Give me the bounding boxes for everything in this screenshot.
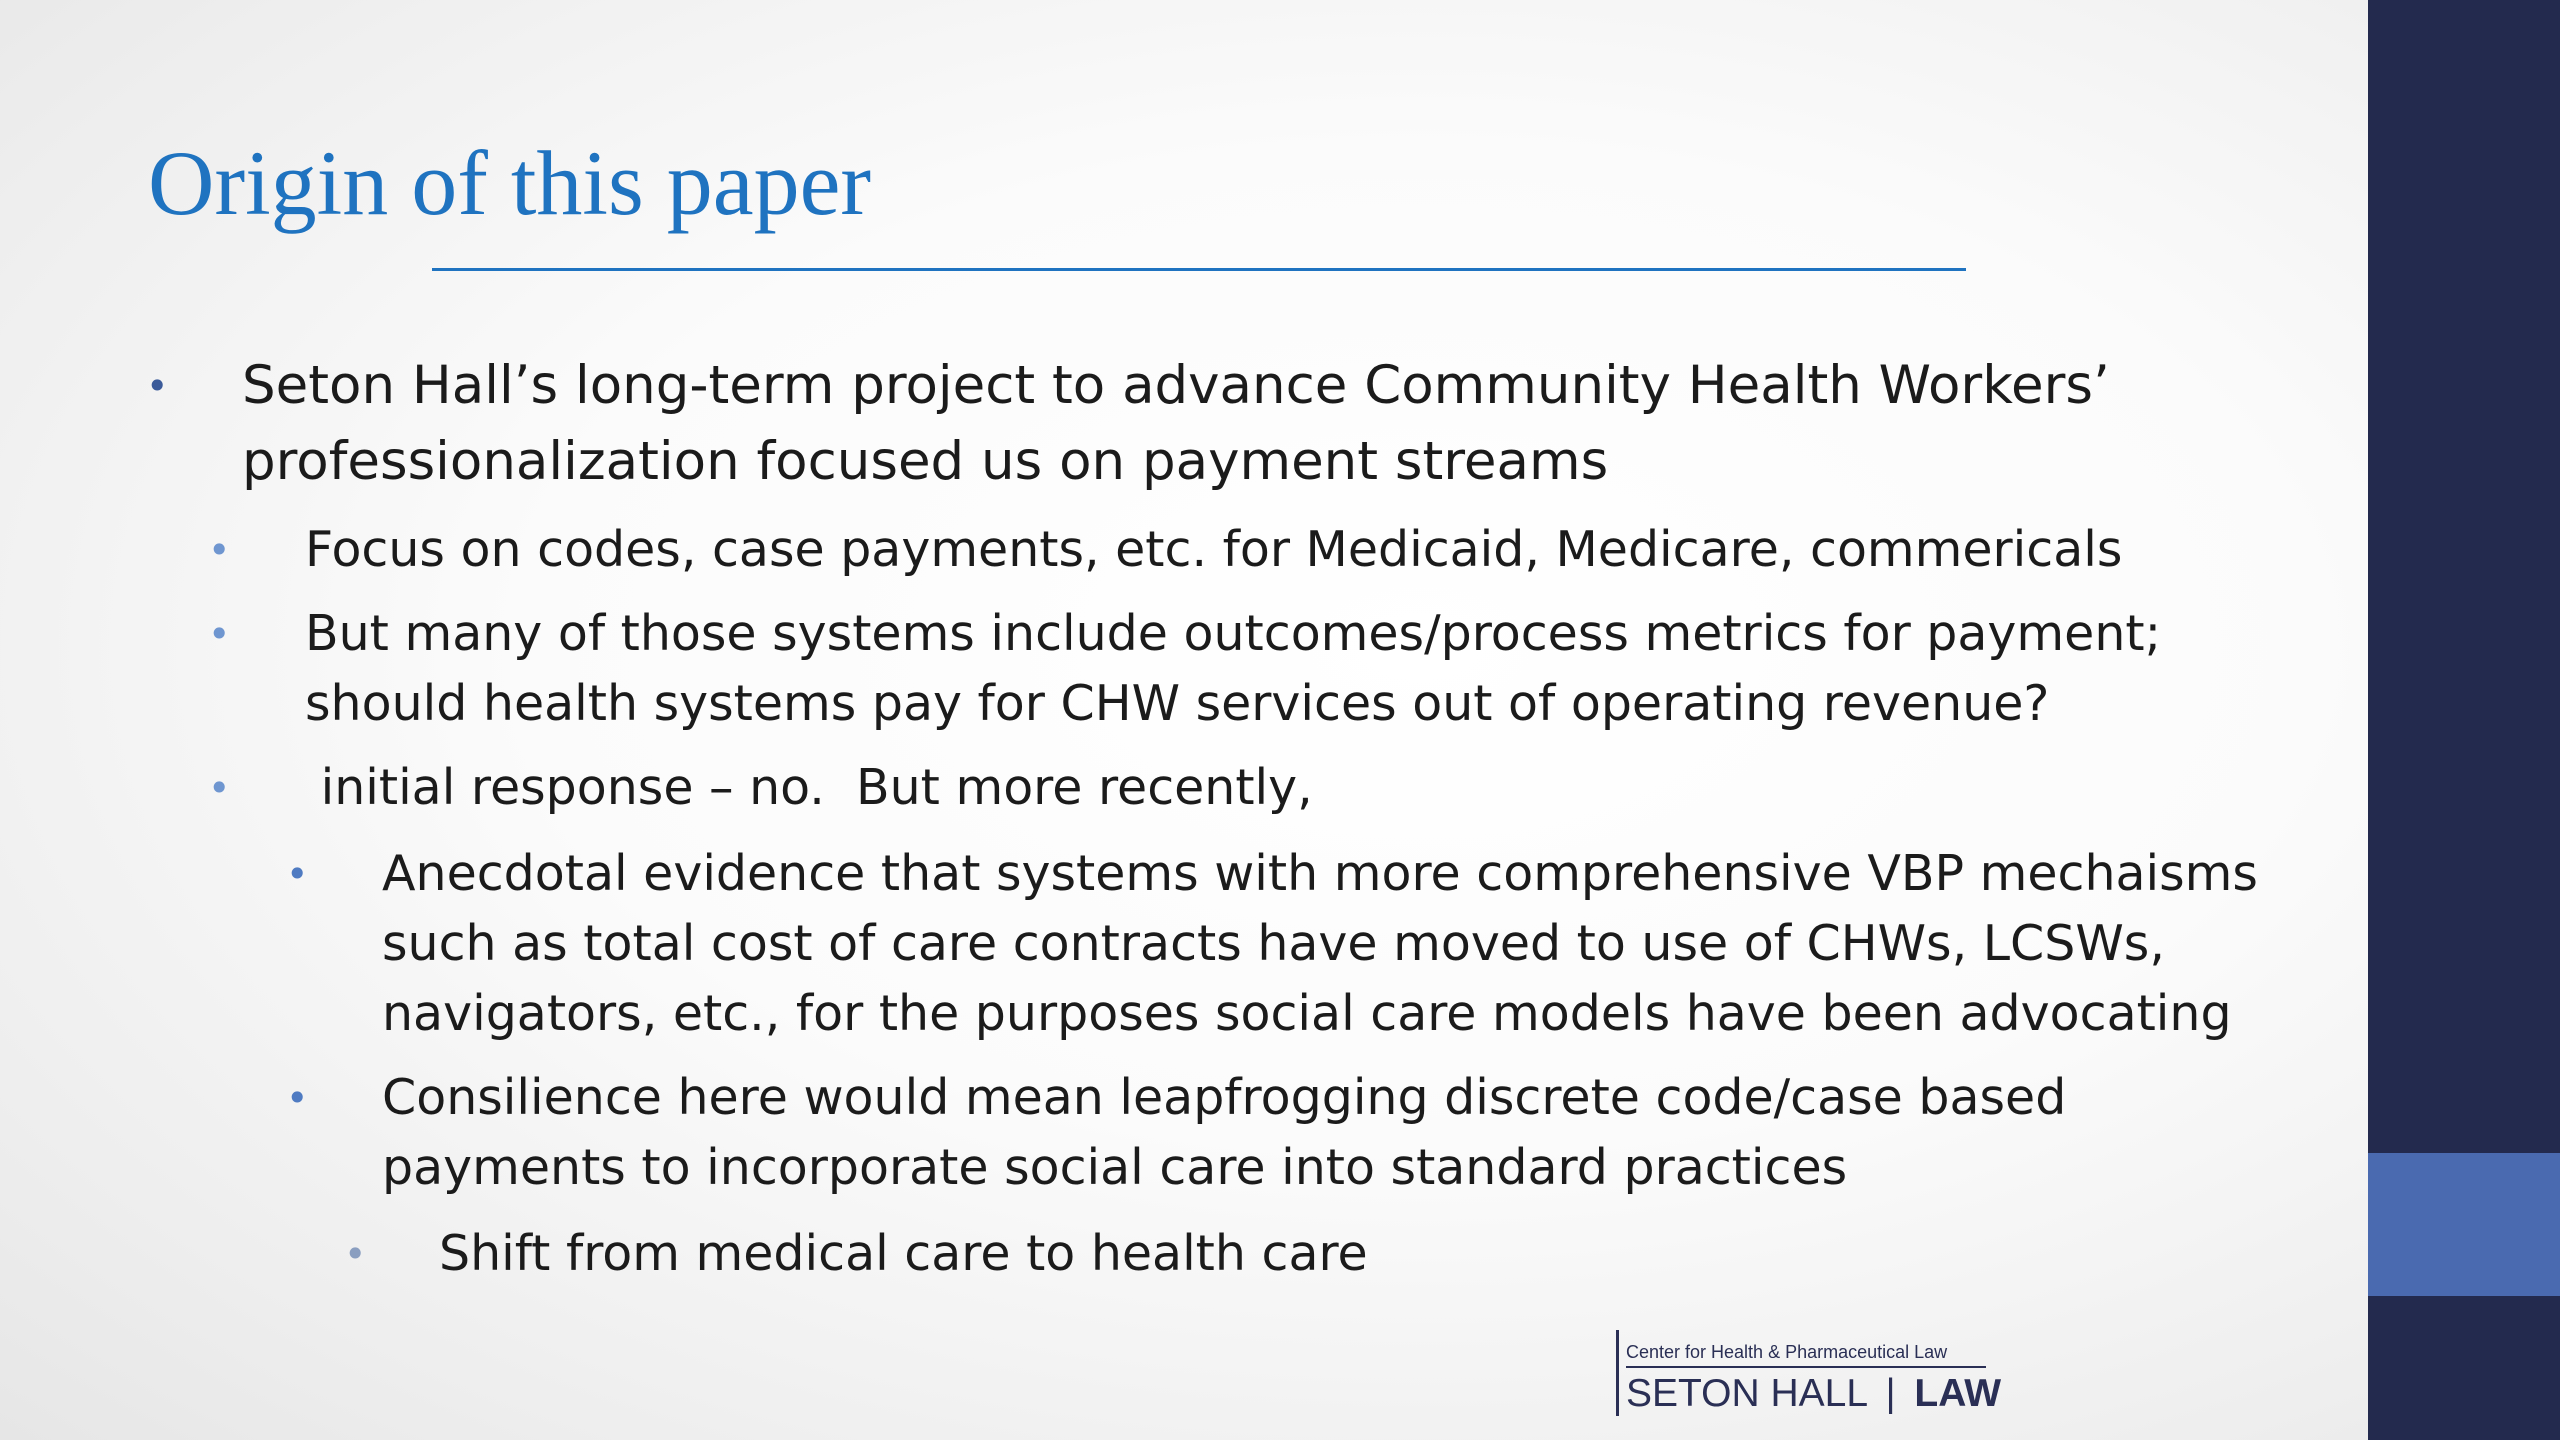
bullet-line: payments to incorporate social care into standard practices [382,1139,1848,1196]
bullet-line: navigators, etc., for the purposes social care models have been advocating [382,985,2232,1042]
bullet-marker: • [286,1076,309,1120]
bullet-marker: • [344,1232,367,1276]
logo-name: SETON HALL [1626,1372,1867,1415]
bullet-line: Anecdotal evidence that systems with more comprehensive VBP mechaisms [382,845,2258,902]
side-accent-block [2368,1153,2560,1296]
bullet-marker: • [208,528,231,572]
bullet-line: initial response – no. But more recently, [305,759,1313,816]
bullet-line: But many of those systems include outcomes/process metrics for payment; [305,605,2162,662]
seton-hall-law-logo [1616,1330,2002,1416]
bullet-marker: • [208,612,231,656]
logo-horizontal-rule [1626,1366,1986,1368]
bullet-marker: • [286,852,309,896]
bullet-line: Consilience here would mean leapfrogging discrete code/case based [382,1069,2067,1126]
logo-wordmark [1626,1372,2001,1416]
logo-center-name: Center for Health & Pharmaceutical Law [1626,1342,1948,1362]
bullet-line: Shift from medical care to health care [439,1225,1368,1282]
bullet-line: Focus on codes, case payments, etc. for Medicaid, Medicare, commericals [305,521,2123,578]
slide-title: Origin of this paper [148,132,872,234]
bullet-line: should health systems pay for CHW services out of operating revenue? [305,675,2050,732]
logo-suffix: LAW [1914,1372,2002,1415]
logo-vertical-rule [1616,1330,1619,1416]
logo-separator: | [1885,1372,1896,1415]
bullet-line: Seton Hall’s long-term project to advance Community Health Workers’ [242,355,2110,416]
bullet-marker: • [146,364,169,408]
bullet-line: such as total cost of care contracts have moved to use of CHWs, LCSWs, [382,915,2165,972]
bullet-marker: • [208,766,231,810]
bullet-line: professionalization focused us on payment streams [242,431,1609,492]
